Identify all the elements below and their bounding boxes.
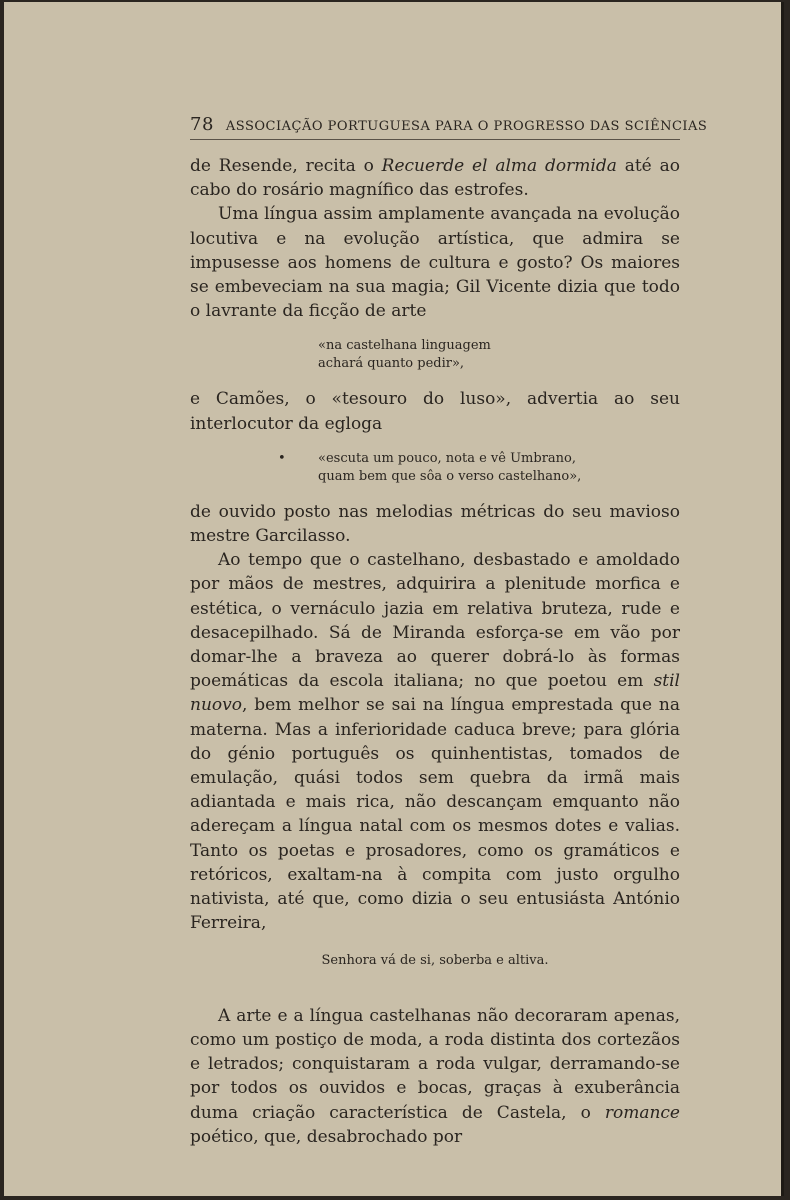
paragraph: de ouvido posto nas melodias métricas do seu mavioso mestre Garcilasso. <box>190 501 680 547</box>
paragraph: e Camões, o «tesouro do luso», advertia ao seu interlocutor da egloga <box>190 389 680 434</box>
verse-line: achará quanto pedir», <box>318 356 465 372</box>
verse-line: quam bem que sôa o verso castelhano», <box>318 468 582 484</box>
book-page <box>4 2 784 1196</box>
running-header <box>190 114 708 140</box>
text-run: poético, que, desabrochado por <box>190 1126 463 1147</box>
bullet-mark: • <box>278 450 286 466</box>
text-run: , bem melhor se sai na língua emprestada que na materna. Mas a inferioridade caduca breve; para glória do génio português os quinhentistas, tomados de emulação, quási todos sem quebra da irmã mais adiantada e mais rica, não descançam emquanto não adereçam a língua natal com os mesmos dotes e valias. Tanto os poetas e prosadores, como os gramáticos e retóricos, exaltam-na à compita com justo orgulho nativista, até que, como dizia o seu entusiásta António Ferreira, <box>190 695 680 934</box>
verse-quote: Senhora vá de si, soberba e altiva. <box>321 953 549 969</box>
verse-quote <box>318 337 680 373</box>
italic-term: stil nuovo <box>190 671 680 716</box>
italic-term: romance <box>604 1102 680 1123</box>
page-content <box>190 114 708 1149</box>
running-title: ASSOCIAÇÃO PORTUGUESA PARA O PROGRESSO DAS SCIÊNCIAS <box>225 119 708 134</box>
verse-line: «na castelhana linguagem <box>318 338 491 354</box>
italic-title: Recuerde el alma dormida <box>381 156 617 176</box>
paragraph <box>190 548 680 935</box>
verse-line: «escuta um pouco, nota e vê Umbrano, <box>318 450 577 466</box>
body-text <box>190 154 680 1149</box>
paragraph <box>190 154 680 202</box>
paragraph <box>190 1004 680 1149</box>
text-run: de Resende, recita o <box>190 156 382 176</box>
text-run: A arte e a língua castelhanas não decoraram apenas, como um postiço de moda, a roda distinta dos cortezãos e letrados; conquistaram a roda vulgar, derramando-se por todos os ouvidos e bocas, graças à exuberância duma criação característica de Castela, o <box>190 1005 680 1123</box>
verse-quote <box>278 450 680 486</box>
text-run: até ao cabo do rosário magnífico das estrofes. <box>190 156 680 201</box>
page-number: 78 <box>190 114 214 135</box>
text-run: Ao tempo que o castelhano, desbastado e amoldado por mãos de mestres, adquirira a plenitude morfica e estética, o vernáculo jazia em relativa bruteza, rude e desacepilhado. Sá de Miranda esforça-se em vão por domar-lhe a braveza ao querer dobrá-lo às formas poemáticas da escola italiana; no que poetou em <box>190 550 680 692</box>
paragraph: Uma língua assim amplamente avançada na evolução locutiva e na evolução artística, que admira se impusesse aos homens de cultura e gosto? Os maiores se embeveciam na sua magia; Gil Vicente dizia que todo o lavrante da ficção de arte <box>190 204 680 322</box>
